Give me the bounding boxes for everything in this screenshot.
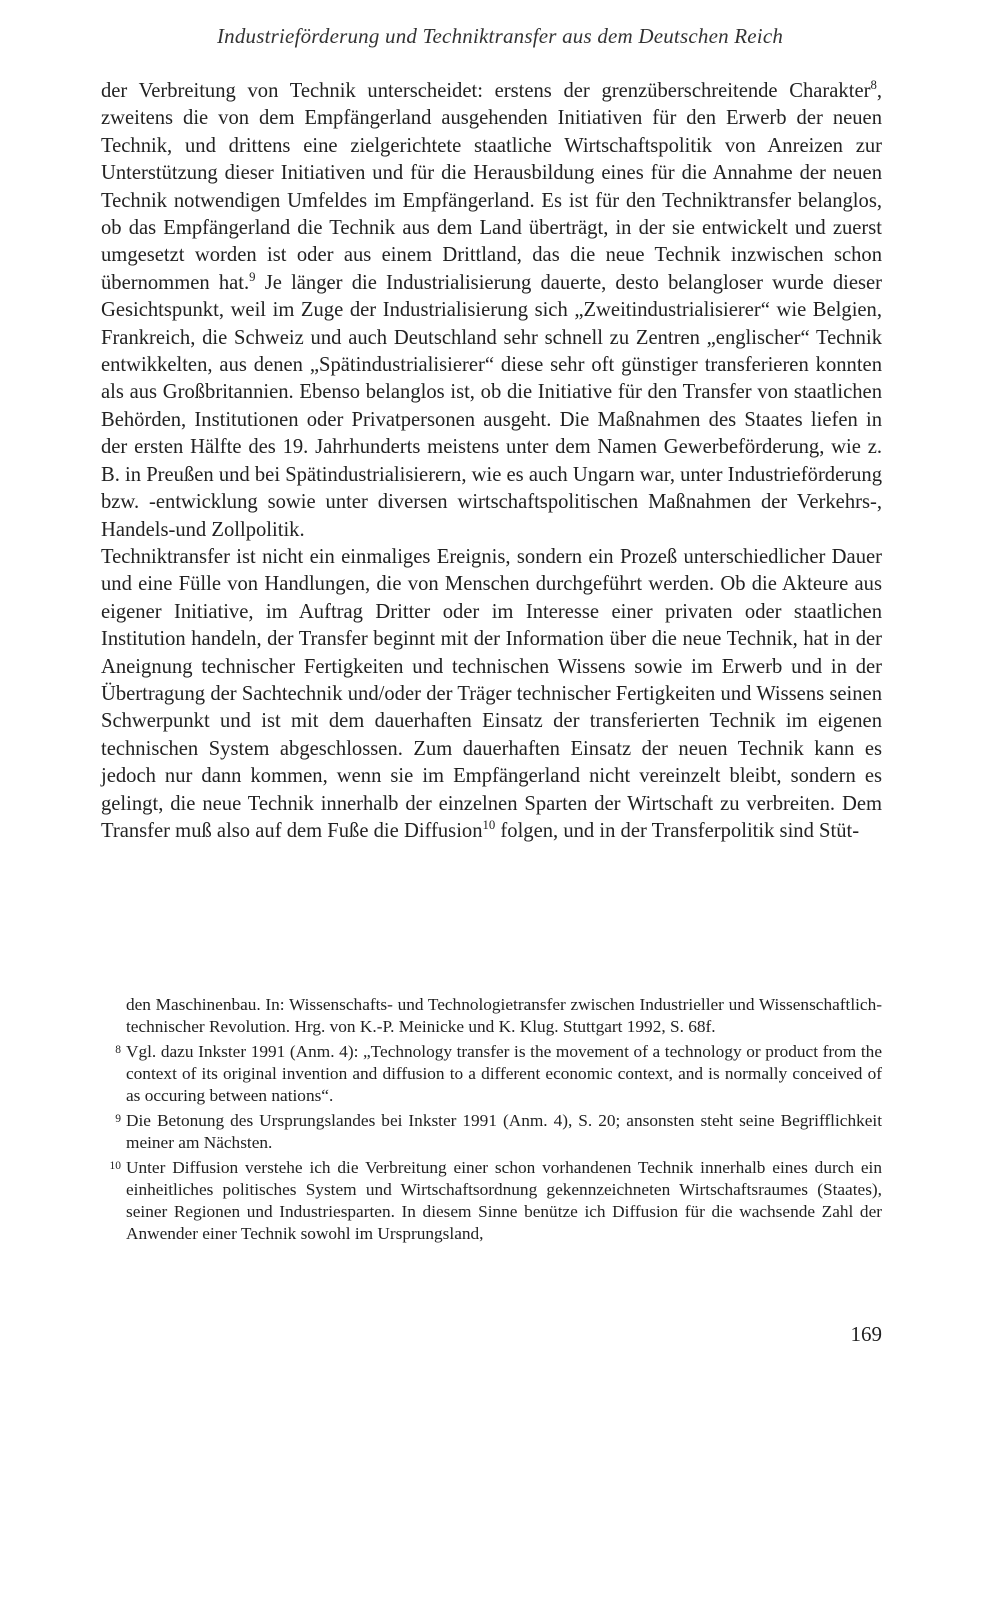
footnote-text: Die Betonung des Ursprungslandes bei Inkster 1991 (Anm. 4), S. 20; ansonsten steht seine Begrifflichkeit meiner am Nächsten. xyxy=(126,1111,882,1152)
page-number: 169 xyxy=(850,1322,882,1346)
paragraph xyxy=(101,78,882,544)
footnote xyxy=(101,1157,882,1245)
footnote-reference[interactable]: 10 xyxy=(482,818,496,833)
footnote-text: Unter Diffusion verstehe ich die Verbreitung einer schon vorhandenen Technik innerhalb eines durch ein einheitliches politisches System und Wirtschaftsordnung gekennzeichneten Wirtschaftsraumes (Staates), seiner Regionen und Industriesparten. In diesem Sinne benütze ich Diffusion für die wachsende Zahl der Anwender einer Technik sowohl im Ursprungsland, xyxy=(126,1158,882,1243)
paragraph-text: folgen, und in der Transferpolitik sind Stüt- xyxy=(495,819,860,842)
footnote xyxy=(101,1110,882,1154)
paragraph-text: Techniktransfer ist nicht ein einmaliges Ereignis, sondern ein Prozeß unterschiedlicher Dauer und eine Fülle von Handlungen, die von Menschen durchgeführt werden. Ob die Akteure aus eigener Initiative, im Auftrag Dritter oder im Interesse einer privaten oder staatlichen Institution handeln, der Transfer beginnt mit der Information über die neue Technik, hat in der Aneignung technischer Fertigkeiten und technischen Wissens sowie im Erwerb und in der Übertragung der Sachtechnik und/oder der Träger technischer Fertigkeiten und Wissens seinen Schwerpunkt und ist mit dem dauerhaften Einsatz der transferierten Technik im eigenen technischen System abgeschlossen. Zum dauerhaften Einsatz der neuen Technik kann es jedoch nur dann kommen, wenn sie im Empfängerland nicht vereinzelt bleibt, sondern es gelingt, die neue Technik innerhalb der einzelnen Sparten der Wirtschaft zu verbreiten. Dem Transfer muß also auf dem Fuße die Diffusion xyxy=(101,545,882,842)
footnote-reference[interactable]: 8 xyxy=(870,78,877,93)
footnote-continued xyxy=(101,994,882,1038)
body-text xyxy=(101,78,882,845)
paragraph-text: Je länger die Industrialisierung dauerte, desto belangloser wurde dieser Gesichtspunkt, weil im Zuge der Industrialisierung sich „Zweitindustrialisierer“ wie Belgien, Frankreich, die Schweiz und auch Deutschland sehr schnell zu Zentren „englischer“ Technik entwikkelten, aus denen „Spätindustrialisierer“ diese sehr oft günstiger transferieren konnten als aus Großbritannien. Ebenso belanglos ist, ob die Initiative für den Transfer von staatlichen Behörden, Institutionen oder Privatpersonen ausgeht. Die Maßnahmen des Staates liefen in der ersten Hälfte des 19. Jahrhunderts meistens unter dem Namen Gewerbeförderung, wie z. B. in Preußen und bei Spätindustrialisierern, wie es auch Ungarn war, unter Industrieförderung bzw. -entwicklung sowie unter diversen wirtschaftspolitischen Maßnahmen der Verkehrs-, Handels-und Zollpolitik. xyxy=(101,271,882,541)
paragraph-text: der Verbreitung von Technik unterscheidet: erstens der grenzüberschreitende Charakter xyxy=(101,80,871,102)
footnote-text: den Maschinenbau. In: Wissenschafts- und Technologietransfer zwischen Industrieller und Wissenschaftlich-technischer Revolution. Hrg. von K.-P. Meinicke und K. Klug. Stuttgart 1992, S. 68f. xyxy=(126,995,882,1036)
footnotes xyxy=(101,994,882,1248)
footnote-marker: 9 xyxy=(115,1113,121,1125)
footnote-text: Vgl. dazu Inkster 1991 (Anm. 4): „Technology transfer is the movement of a technology or product from the context of its original invention and diffusion to a different economic context, and is normally conceived of as occuring between nations“. xyxy=(126,1042,882,1105)
paragraph xyxy=(101,544,882,845)
footnote-marker: 8 xyxy=(115,1044,121,1056)
paragraph-text: , zweitens die von dem Empfängerland ausgehenden Initiativen für den Erwerb der neuen Technik, und drittens eine zielgerichtete staatliche Wirtschaftspolitik von Anreizen zur Unterstützung dieser Initiativen und für die Herausbildung eines für die Annahme der neuen Technik notwendigen Umfeldes im Empfängerland. Es ist für den Techniktransfer belanglos, ob das Empfängerland die Technik aus dem Land überträgt, in der sie entwickelt und zuerst umgesetzt worden ist oder aus einem Drittland, das die neue Technik inzwischen schon übernommen hat. xyxy=(101,80,882,294)
running-head: Industrieförderung und Techniktransfer aus dem Deutschen Reich xyxy=(216,24,784,48)
footnote-marker: 10 xyxy=(109,1160,121,1172)
footnote-reference[interactable]: 9 xyxy=(249,269,256,284)
footnote xyxy=(101,1041,882,1107)
